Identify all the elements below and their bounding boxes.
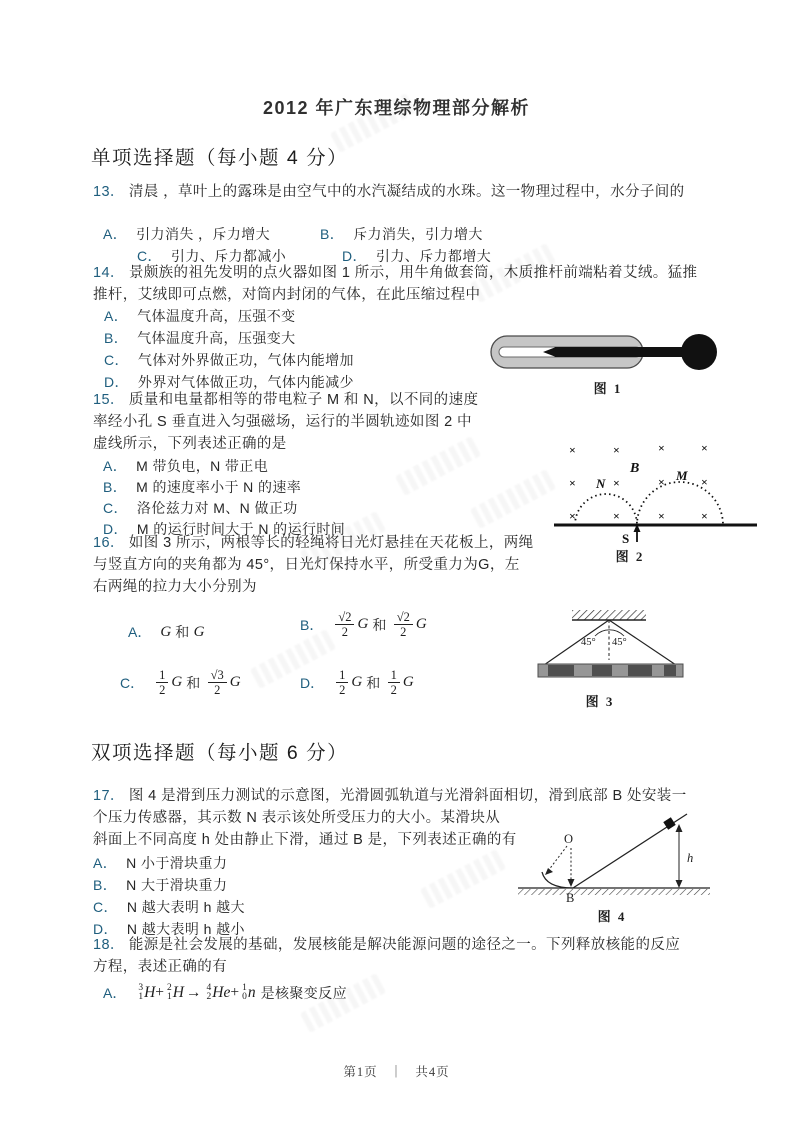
question-18-stem-line2: 方程，表述正确的有 xyxy=(93,959,228,975)
question-13-option-d: D． 引力、斥力都增大 xyxy=(342,248,492,264)
question-15-option-b: B． M 的速度率小于 N 的速率 xyxy=(103,479,302,495)
question-16-option-a: A． G 和 G xyxy=(128,623,205,640)
page-title: 2012 年广东理综物理部分解析 xyxy=(262,98,531,118)
question-17-number: 17． xyxy=(93,788,125,804)
angle-label-left: 45° xyxy=(581,637,596,648)
nuclide-scripts: 4 2 xyxy=(206,983,212,1002)
figure-4-caption: 图 4 xyxy=(597,909,627,924)
question-18-option-a: A． 3 1 H + 2 1 H → 4 2 He + 1 0 n 是核聚变反应 xyxy=(103,983,347,1002)
height-label: h xyxy=(687,851,694,865)
question-13-option-b: B． 斥力消失，引力增大 xyxy=(320,226,483,242)
push-rod xyxy=(555,347,687,357)
question-15-stem-line3: 虚线所示，下列表述正确的是 xyxy=(93,436,287,452)
height-arrow-bottom xyxy=(676,880,683,888)
ground-hatch xyxy=(518,889,710,895)
arc-label-M: M xyxy=(676,468,688,483)
question-15-number: 15． xyxy=(93,392,125,408)
svg-text:×: × xyxy=(658,509,665,523)
vertical-arrowhead xyxy=(568,879,575,887)
question-15-option-a: A． M 带负电，N 带正电 xyxy=(103,458,269,474)
watermark xyxy=(420,849,506,909)
rod-handle-ball xyxy=(681,334,717,370)
footer-page-number: 第1页 xyxy=(343,1065,378,1079)
svg-text:×: × xyxy=(569,509,576,523)
question-16-stem-line3: 右两绳的拉力大小分别为 xyxy=(93,579,257,595)
question-18-stem-line1: 18． 能源是社会发展的基础，发展核能是解决能源问题的途径之一。下列释放核能的反应 xyxy=(93,937,681,953)
fraction: $\frac{√3}{2}$ xyxy=(208,668,227,697)
radius-arrowhead xyxy=(545,868,553,875)
question-15-stem-line2: 率经小孔 S 垂直进入匀强磁场，运行的半圆轨迹如图 2 中 xyxy=(93,414,472,430)
point-B-label: B xyxy=(566,891,575,905)
svg-text:×: × xyxy=(613,509,620,523)
figure-1-fire-piston xyxy=(483,326,733,378)
question-14-option-d: D． 外界对气体做正功，气体内能减少 xyxy=(104,374,354,390)
question-14-option-b: B． 气体温度升高，压强变大 xyxy=(104,330,296,346)
question-14-stem-line2: 推杆，艾绒即可点燃，对筒内封闭的气体，在此压缩过程中 xyxy=(93,287,481,303)
radius-dotted-line xyxy=(548,846,567,871)
question-17-stem-line1: 17． 图 4 是滑到压力测试的示意图，光滑圆弧轨道与光滑斜面相切，滑到底部 B 处安装一 xyxy=(93,788,687,804)
trajectory-M-arc xyxy=(637,482,723,525)
arc-label-N: N xyxy=(596,476,606,491)
svg-text:×: × xyxy=(658,475,665,489)
question-13-option-c: C． 引力、斥力都减小 xyxy=(137,248,287,264)
svg-text:×: × xyxy=(701,441,708,455)
question-16-number: 16． xyxy=(93,535,125,551)
question-16-option-d: D． $\frac{1}{2}$ G 和 $\frac{1}{2}$ G xyxy=(300,668,414,697)
question-13-option-a: A． 引力消失 ，斥力增大 xyxy=(103,226,271,242)
fraction: $\frac{√2}{2}$ xyxy=(335,610,354,639)
nuclide-scripts: 3 1 xyxy=(138,983,144,1002)
fraction: $\frac{1}{2}$ xyxy=(156,668,168,697)
question-15-option-c: C． 洛伦兹力对 M、N 做正功 xyxy=(103,500,298,516)
nuclide-scripts: 1 0 xyxy=(242,983,247,1002)
question-14-option-a: A． 气体温度升高，压强不变 xyxy=(104,308,296,324)
svg-text:×: × xyxy=(613,476,620,490)
question-13-number: 13． xyxy=(93,184,125,200)
figure-3-hanging-lamp xyxy=(536,604,696,688)
question-17-stem-line2: 个压力传感器，其示数 N 表示该处所受压力的大小。某滑块从 xyxy=(93,810,501,826)
fraction: $\frac{√2}{2}$ xyxy=(394,610,413,639)
footer-total-pages: 共4页 xyxy=(415,1065,450,1079)
trajectory-N-arc xyxy=(575,494,637,525)
question-17-option-a: A． N 小于滑块重力 xyxy=(93,855,228,871)
question-16-stem-line1: 16． 如图 3 所示，两根等长的轻绳将日光灯悬挂在天花板上，两绳 xyxy=(93,535,534,551)
watermark xyxy=(470,469,556,529)
question-17-option-b: B． N 大于滑块重力 xyxy=(93,877,228,893)
figure-4-incline-track xyxy=(515,812,750,906)
nuclide-scripts: 2 1 xyxy=(167,983,172,1002)
question-18-number: 18． xyxy=(93,937,125,953)
question-14-stem-line1: 14． 景颇族的祖先发明的点火器如图 1 所示，用牛角做套筒，木质推杆前端粘着艾绒。猛推 xyxy=(93,265,698,281)
question-14-number: 14． xyxy=(93,265,125,281)
question-16-stem-line2: 与竖直方向的夹角都为 45°，日光灯保持水平，所受重力为G，左 xyxy=(93,557,520,573)
figure-2-magnetic-field xyxy=(552,428,777,544)
svg-text:×: × xyxy=(569,476,576,490)
question-17-option-d: D． N 越大表明 h 越小 xyxy=(93,921,245,937)
fraction: $\frac{1}{2}$ xyxy=(336,668,348,697)
svg-text:×: × xyxy=(613,443,620,457)
svg-text:×: × xyxy=(569,443,576,457)
question-14-option-c: C． 气体对外界做正功，气体内能增加 xyxy=(104,352,354,368)
question-16-option-b: B． $\frac{√2}{2}$ G 和 $\frac{√2}{2}$ G xyxy=(300,610,427,639)
angle-label-right: 45° xyxy=(612,637,627,648)
fraction: $\frac{1}{2}$ xyxy=(388,668,400,697)
svg-text:×: × xyxy=(658,441,665,455)
question-13-stem: 13． 清晨 ，草叶上的露珠是由空气中的水汽凝结成的水珠。这一物理过程中，水分子间的 xyxy=(93,184,685,200)
section-heading-double-choice: 双项选择题（每小题 6 分） xyxy=(91,742,349,764)
arc-center-label: O xyxy=(564,832,574,846)
left-rope xyxy=(544,620,609,665)
watermark xyxy=(395,436,481,496)
question-15-option-d: D． M 的运行时间大于 N 的运行时间 xyxy=(103,521,346,537)
ceiling-hatch xyxy=(572,610,646,620)
height-arrow-top xyxy=(676,824,683,832)
footer-separator: ｜ xyxy=(389,1065,404,1079)
svg-text:×: × xyxy=(701,475,708,489)
svg-text:×: × xyxy=(701,509,708,523)
source-label-S: S xyxy=(622,531,630,544)
figure-2-caption: 图 2 xyxy=(615,549,645,564)
figure-1-caption: 图 1 xyxy=(593,381,623,396)
section-heading-single-choice: 单项选择题（每小题 4 分） xyxy=(91,147,349,169)
question-15-stem-line1: 15． 质量和电量都相等的带电粒子 M 和 N，以不同的速度 xyxy=(93,392,479,408)
question-16-option-c: C． $\frac{1}{2}$ G 和 $\frac{√3}{2}$ G xyxy=(120,668,241,697)
page-footer xyxy=(0,1062,793,1080)
figure-3-caption: 图 3 xyxy=(585,694,615,709)
question-17-stem-line3: 斜面上不同高度 h 处由静止下滑，通过 B 是，下列表述正确的有 xyxy=(93,832,517,848)
field-label-B: B xyxy=(630,461,640,476)
question-17-option-c: C． N 越大表明 h 越大 xyxy=(93,899,245,915)
